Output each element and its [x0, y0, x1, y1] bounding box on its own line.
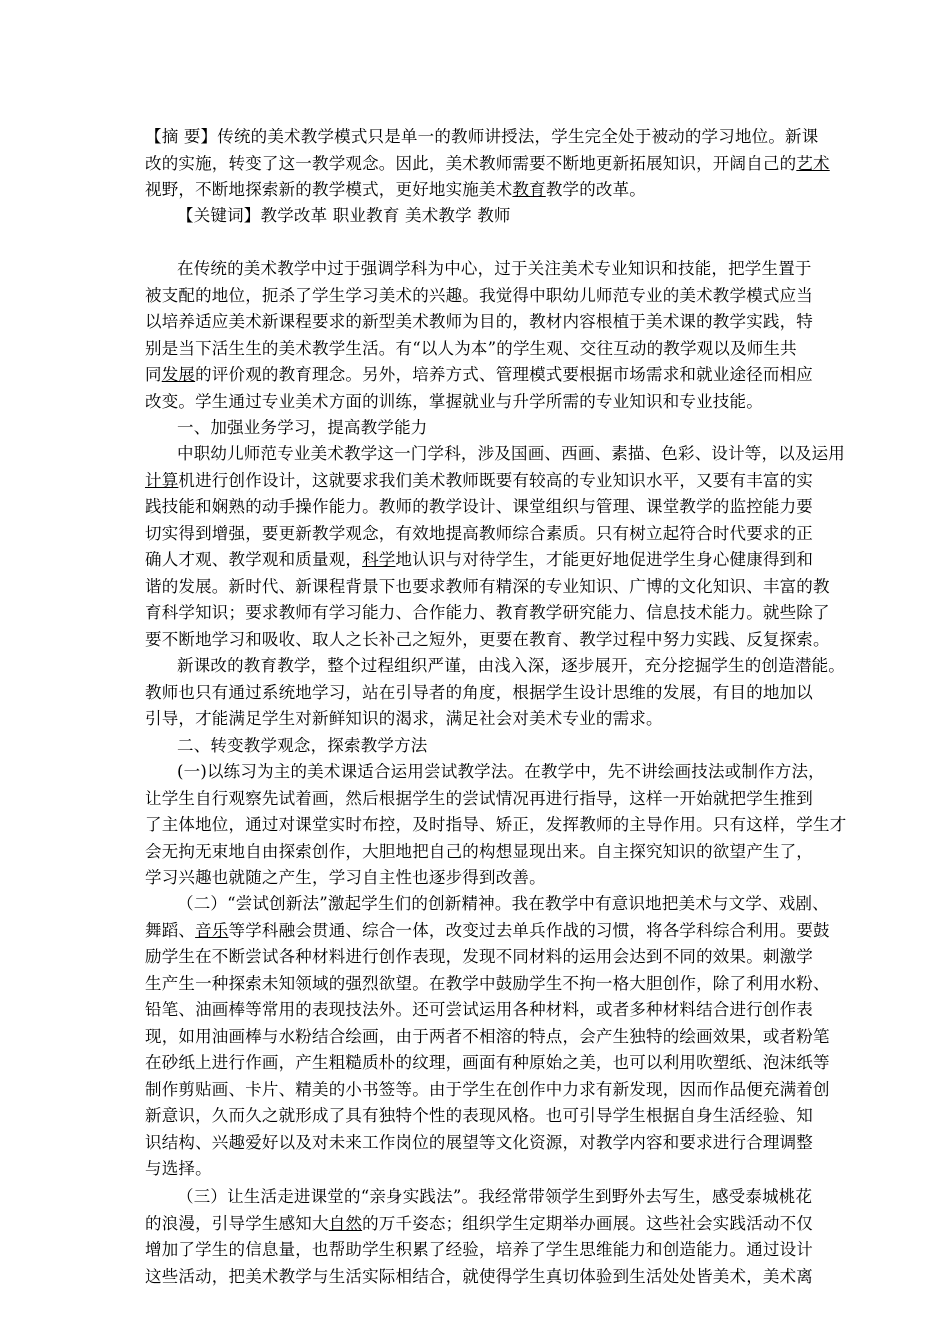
text-line	[145, 812, 847, 839]
text-run: 了主体地位，通过对课堂实时布控，及时指导、矫正，发挥教师的主导作用。只有这样，学生才	[145, 815, 847, 834]
text-run: 同	[145, 365, 162, 384]
text-run: 现，如用油画棒与水粉结合绘画，由于两者不相溶的特点，会产生独特的绘画效果，或者粉笔	[145, 1026, 830, 1046]
text-line	[145, 627, 830, 654]
text-line	[145, 786, 817, 813]
text-line	[145, 865, 817, 892]
inline-link[interactable]: 自然	[328, 1213, 363, 1233]
section1-heading	[177, 415, 849, 442]
text-run: 铅笔、油画棒等常用的表现技法外。还可尝试运用各种材料，或者多种材料结合进行创作表	[145, 1000, 813, 1019]
text-line	[145, 1184, 817, 1211]
text-line	[145, 177, 817, 204]
text-line	[145, 600, 830, 627]
text-run: 改的实施，转变了这一教学观念。因此，美术教师需要不断地更新拓展知识，开阔自己的	[145, 153, 797, 173]
text-line	[145, 891, 829, 918]
text-run: 制作剪贴画、卡片、精美的小书签等。由于学生在创作中力求有新发现，因而作品便充满着创	[145, 1079, 830, 1099]
section1-paragraph-1	[145, 441, 845, 653]
text-line	[145, 441, 845, 468]
text-run: 中职幼儿师范专业美术教学这一门学科，涉及国画、西画、素描、色彩、设计等，以及运用	[177, 444, 845, 463]
text-run: 被支配的地位，扼杀了学生学习美术的兴趣。我觉得中职幼儿师范专业的美术教学模式应当	[145, 285, 813, 305]
intro-paragraph	[145, 256, 817, 415]
section1-paragraph-2	[145, 653, 845, 733]
inline-link[interactable]: 计算	[145, 470, 179, 490]
text-run: 的浪漫，引导学生感知大	[145, 1213, 329, 1233]
text-run: 机进行创作设计，这就要求我们美术教师既要有较高的专业知识水平，又要有丰富的实	[178, 470, 814, 490]
text-run: 改变。学生通过专业美术方面的训练，掌握就业与升学所需的专业知识和专业技能。	[145, 391, 763, 411]
text-line	[145, 918, 830, 945]
text-line	[145, 944, 817, 971]
text-line	[145, 1103, 817, 1130]
text-run: 切实得到增强，要更新教学观念，有效地提高教师综合素质。只有树立起符合时代要求的正	[145, 523, 813, 543]
keywords-line: 【关键词】教学改革 职业教育 美术教学 教师	[177, 206, 511, 225]
keywords	[177, 203, 849, 230]
text-line	[145, 839, 817, 866]
text-line	[145, 494, 817, 521]
text-line	[145, 256, 817, 283]
text-run: 会无拘无束地自由探索创作，大胆地把自己的构想显现出来。自主探究知识的欲望产生了，	[145, 841, 813, 861]
text-line	[145, 151, 830, 178]
text-run: 要不断地学习和吸收、取人之长补己之短外，更要在教育、教学过程中努力实践、反复探索。	[145, 629, 830, 649]
text-line	[145, 468, 817, 495]
section-heading: 一、加强业务学习，提高教学能力	[177, 418, 428, 437]
section2-paragraph-1	[145, 759, 847, 892]
text-run: 识结构、兴趣爱好以及对未来工作岗位的展望等文化资源，对教学内容和要求进行合理调整	[145, 1132, 813, 1152]
text-run: 在传统的美术教学中过于强调学科为中心，过于关注美术专业知识和技能，把学生置于	[177, 259, 812, 278]
text-run: 等学科融会贯通、综合一体，改变过去单兵作战的习惯，将各学科综合利用。要鼓	[228, 920, 830, 940]
text-run: 别是当下活生生的美术教学生活。有“以人为本”的学生观、交往互动的教学观以及师生共	[145, 338, 797, 358]
inline-link[interactable]: 艺术	[796, 153, 830, 173]
text-line	[145, 309, 817, 336]
section2-heading	[177, 733, 849, 760]
text-run: 与选择。	[145, 1159, 212, 1178]
text-run: （三）让生活走进课堂的“亲身实践法”。我经常带领学生到野外去写生，感受泰城桃花	[177, 1187, 813, 1206]
text-run: 践技能和娴熟的动手操作能力。教师的教学设计、课堂组织与管理、课堂教学的监控能力要	[145, 497, 813, 516]
text-line	[145, 547, 817, 574]
text-line	[145, 1050, 830, 1077]
text-line	[145, 1024, 830, 1051]
text-run: 的万千姿态；组织学生定期举办画展。这些社会实践活动不仅	[362, 1213, 814, 1233]
text-run: (一)以练习为主的美术课适合运用尝试教学法。在教学中，先不讲绘画技法或制作方法，	[177, 762, 825, 781]
text-run: 育科学知识；要求教师有学习能力、合作能力、教育教学研究能力、信息技术能力。就些除了	[145, 603, 830, 622]
text-line	[145, 124, 817, 151]
abstract	[145, 124, 830, 204]
text-run: 这些活动，把美术教学与生活实际相结合，就使得学生真切体验到生活处处皆美术，美术离	[145, 1266, 813, 1286]
text-line	[145, 706, 817, 733]
text-run: 舞蹈、	[145, 920, 196, 940]
text-run: 新意识，久而久之就形成了具有独特个性的表现风格。也可引导学生根据自身生活经验、知	[145, 1106, 813, 1125]
text-line	[145, 336, 817, 363]
text-run: 励学生在不断尝试各种材料进行创作表现，发现不同材料的运用会达到不同的效果。刺激学	[145, 947, 813, 966]
text-run: 生产生一种探索未知领域的强烈欲望。在教学中鼓励学生不拘一格大胆创作，除了利用水粉、	[145, 973, 830, 993]
text-run: 地认识与对待学生，才能更好地促进学生身心健康得到和	[395, 550, 814, 569]
text-line	[145, 1077, 830, 1104]
text-line	[145, 759, 825, 786]
inline-link[interactable]: 教育	[512, 180, 546, 199]
text-run: 新课改的教育教学，整个过程组织严谨，由浅入深，逐步展开，充分挖掘学生的创造潜能。	[177, 656, 845, 675]
text-line	[145, 653, 845, 680]
text-line	[145, 362, 817, 389]
text-run: 的评价观的教育理念。另外，培养方式、管理模式要根据市场需求和就业途径而相应	[195, 365, 814, 384]
text-run: 视野，不断地探索新的教学模式，更好地实施美术	[145, 180, 513, 199]
text-line	[145, 1130, 817, 1157]
text-line	[145, 1156, 817, 1183]
text-line	[145, 1211, 817, 1238]
text-line	[145, 521, 817, 548]
section2-paragraph-2	[145, 891, 830, 1183]
text-line	[145, 680, 817, 707]
text-run: 教学的改革。	[545, 180, 647, 199]
text-run: 让学生自行观察先试着画，然后根据学生的尝试情况再进行指导，这样一开始就把学生推到	[145, 788, 813, 808]
text-line	[145, 1264, 817, 1291]
text-run: 增加了学生的信息量，也帮助学生积累了经验，培养了学生思维能力和创造能力。通过设计	[145, 1240, 813, 1259]
text-run: 引导，才能满足学生对新鲜知识的渴求，满足社会对美术专业的需求。	[145, 709, 663, 728]
text-run: 【摘 要】传统的美术教学模式只是单一的教师讲授法，学生完全处于被动的学习地位。新课	[145, 127, 819, 146]
inline-link[interactable]: 音乐	[195, 920, 229, 940]
text-line	[145, 997, 817, 1024]
text-run: 教师也只有通过系统地学习，站在引导者的角度，根据学生设计思维的发展，有目的地加以	[145, 682, 813, 702]
text-line	[145, 574, 830, 601]
section2-paragraph-3	[145, 1184, 817, 1290]
text-line	[145, 1237, 817, 1264]
text-run: 确人才观、教学观和质量观，	[145, 550, 363, 569]
text-run: 以培养适应美术新课程要求的新型美术教师为目的，教材内容根植于美术课的教学实践，特	[145, 312, 813, 331]
text-line	[145, 971, 830, 998]
inline-link[interactable]: 科学	[362, 550, 396, 569]
text-line	[145, 283, 817, 310]
text-run: 在砂纸上进行作画，产生粗糙质朴的纹理，画面有种原始之美，也可以利用吹塑纸、泡沫纸等	[145, 1053, 830, 1072]
inline-link[interactable]: 发展	[161, 365, 196, 384]
section-heading: 二、转变教学观念，探索教学方法	[177, 736, 428, 755]
text-run: 学习兴趣也就随之产生，学习自主性也逐步得到改善。	[145, 868, 546, 887]
text-line	[145, 389, 817, 416]
text-run: （二）“尝试创新法”激起学生们的创新精神。我在教学中有意识地把美术与文学、戏剧、	[177, 894, 829, 913]
text-run: 谐的发展。新时代、新课程背景下也要求教师有精深的专业知识、广博的文化知识、丰富的教	[145, 576, 830, 596]
